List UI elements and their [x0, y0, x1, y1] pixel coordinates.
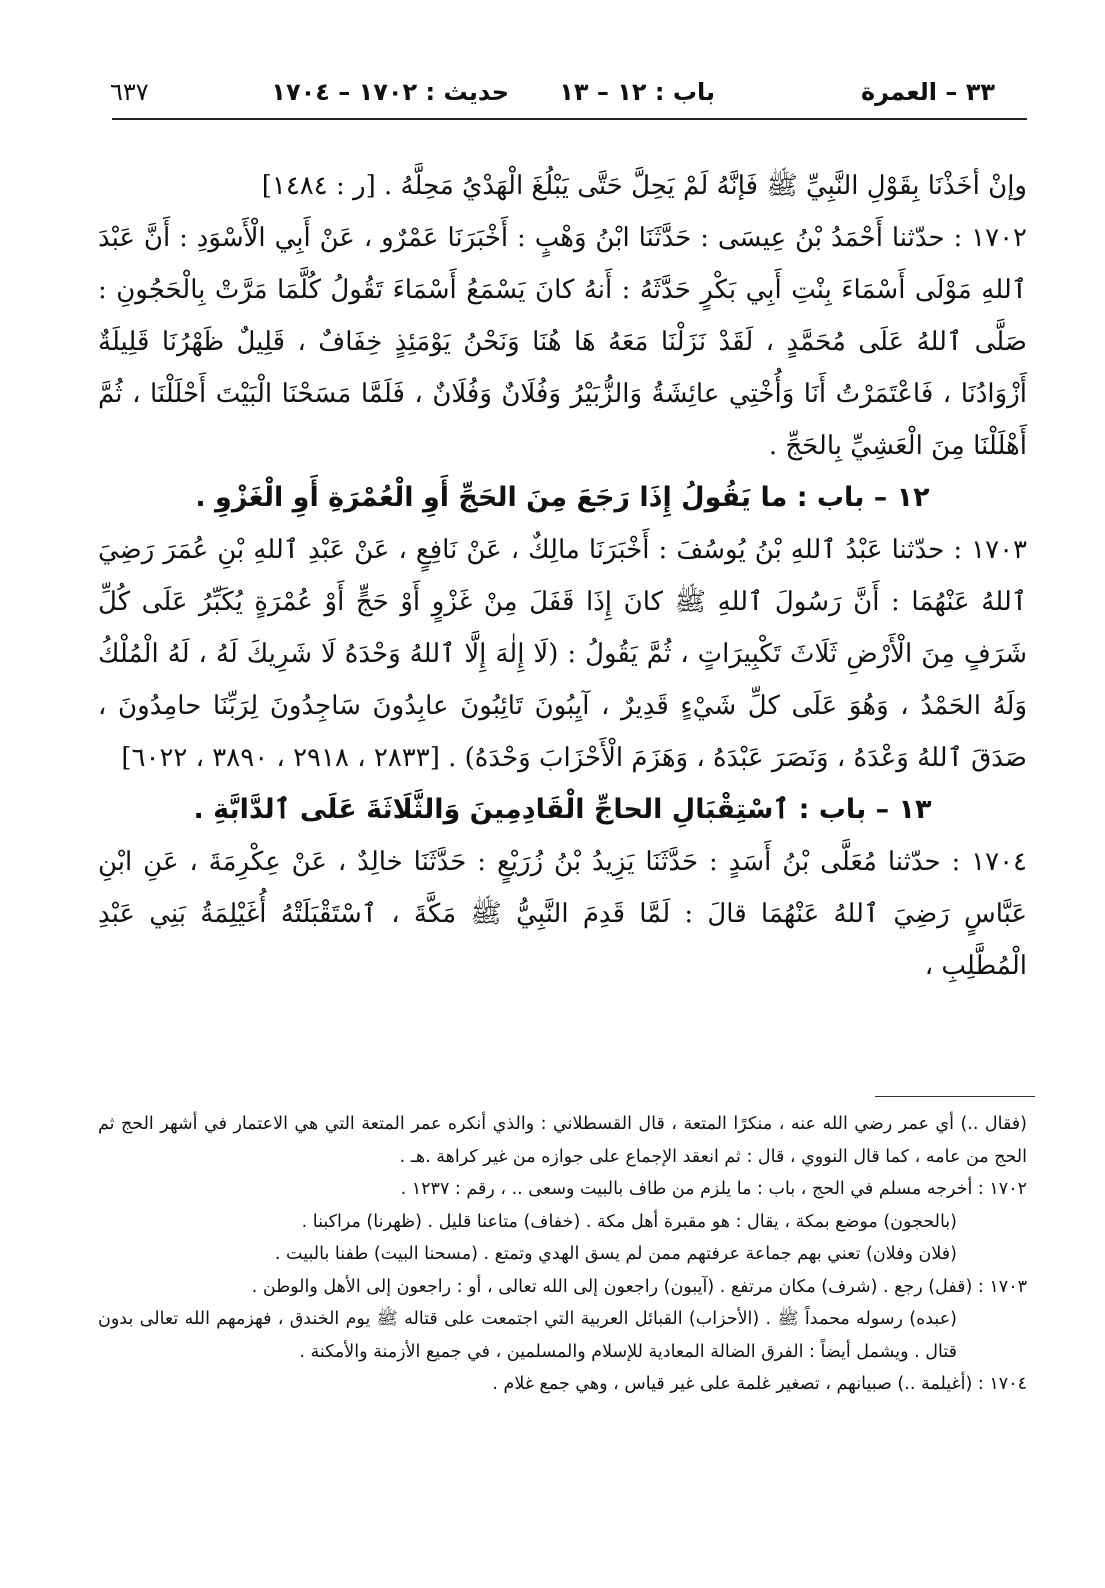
bab-13-heading: ١٣ – باب : ٱسْتِقْبَالِ الحاجِّ الْقَادِمِينَ وَالثَّلَاثَةَ عَلَى ٱلدَّابَّةِ .	[193, 794, 932, 825]
hadith-range: حديث : ١٧٠٢ – ١٧٠٤	[271, 78, 510, 106]
footnote-item: ١٧٠٤ : (أغيلمة ..) صبيانهم ، تصغير غلمة على غير قياس ، وهي جمع غلام .	[492, 1374, 1027, 1394]
footnote-divider	[875, 1096, 1035, 1097]
footnotes	[98, 1108, 1027, 1401]
header-divider	[112, 118, 1027, 120]
footnote-item: ١٧٠٣ : (قفل) رجع . (شرف) مكان مرتفع . (آيبون) راجعون إلى الله تعالى ، أو : راجعون إلى الأهل والوطن .	[251, 1276, 1027, 1297]
chapter-title: ٣٣ – العمرة	[861, 78, 995, 106]
bab-range: باب : ١٢ – ١٣	[559, 78, 715, 106]
footnote-item: (فقال ..) أي عمر رضي الله عنه ، منكرًا المتعة ، قال القسطلاني : والذي أنكره عمر المتعة التي هي الاعتمار في أشهر الحج ثم الحج من عامه ، كما قال النووي ، قال : ثم انعقد الإجماع على جوازه من غير كراهة .هـ .	[98, 1114, 1027, 1167]
footnote-item: ١٧٠٢ : أخرجه مسلم في الحج ، باب : ما يلزم من طاف بالبيت وسعى .. ، رقم : ١٢٣٧ .	[400, 1179, 1027, 1199]
page-number: ٦٣٧	[110, 78, 149, 106]
main-text	[98, 160, 1027, 992]
bab-12-heading: ١٢ – باب : ما يَقُولُ إِذَا رَجَعَ مِنَ الحَجِّ أَوِ الْعُمْرَةِ أَوِ الْغَزْوِ .	[195, 482, 930, 513]
footnote-item: (عبده) رسوله محمداً ﷺ . (الأحزاب) القبائل العربية التي اجتمعت على قتاله ﷺ يوم الخندق ، فهزمهم الله تعالى بدون قتال . ويشمل أيضاً : الفرق الضالة المعادية للإسلام والمسلمين ، في جميع الأزمنة والأمكنة .	[98, 1309, 957, 1362]
continuation-line: وإنْ أخَذْنَا بِقَوْلِ النَّبِيِّ ﷺ فَإنَّهُ لَمْ يَحِلَّ حَتَّى يَبْلُغَ الْهَدْيُ مَحِلَّهُ . [ر : ١٤٨٤]	[261, 171, 1027, 201]
hadith-1704: ١٧٠٤ : حدّثنا مُعَلَّى بْنُ أَسَدٍ : حَدَّثَنَا يَزِيدُ بْنُ زُرَيْعٍ : حَدَّثَنَا خالِدٌ ، عَنْ عِكْرِمَةَ ، عَنِ ابْنِ عَبَّاسٍ رَضِيَ ٱللهُ عَنْهُمَا قالَ : لَمَّا قَدِمَ النَّبِيُّ ﷺ مَكَّةَ ، ٱسْتَقْبَلَتْهُ أُغَيْلِمَةُ بَنِي عَبْدِ الْمُطَّلِبِ ،	[98, 847, 1027, 981]
footnote-item: (بالحجون) موضع بمكة ، يقال : هو مقبرة أهل مكة . (خفاف) متاعنا قليل . (ظهرنا) مراكبنا .	[301, 1211, 957, 1232]
running-header	[110, 72, 995, 118]
header-ranges	[271, 78, 715, 106]
hadith-1702: ١٧٠٢ : حدّثنا أَحْمَدُ بْنُ عِيسَى : حَدَّثَنَا ابْنُ وَهْبٍ : أَخْبَرَنَا عَمْرٌو ، عَنْ أَبِي الْأَسْوَدِ : أَنَّ عَبْدَ ٱللهِ مَوْلَى أَسْمَاءَ بِنْتِ أَبِي بَكْرٍ حَدَّثَهُ : أَنهُ كانَ يَسْمَعُ أَسْمَاءَ تَقُولُ كُلَّمَا مَرَّتْ بِالْحَجُونِ : صَلَّى ٱللهُ عَلَى مُحَمَّدٍ ، لَقَدْ نَزَلْنَا مَعَهُ هَا هُنَا وَنَحْنُ يَوْمَئِذٍ خِفَافٌ ، قَلِيلٌ ظَهْرُنَا قَلِيلَةٌ أَزْوَادُنَا ، فَاعْتَمَرْتُ أَنَا وَأُخْتِي عائِشَةُ وَالزُّبَيْرُ وَفُلَانٌ وَفُلَانٌ ، فَلَمَّا مَسَحْنَا الْبَيْتَ أَحْلَلْنَا ، ثُمَّ أَهْلَلْنَا مِنَ الْعَشِيِّ بِالحَجِّ .	[98, 223, 1027, 461]
hadith-1703: ١٧٠٣ : حدّثنا عَبْدُ ٱللهِ بْنُ يُوسُفَ : أَخْبَرَنَا مالِكٌ ، عَنْ نَافِعٍ ، عَنْ عَبْدِ ٱللهِ بْنِ عُمَرَ رَضِيَ ٱللهُ عَنْهُمَا : أَنَّ رَسُولَ ٱللهِ ﷺ كانَ إِذَا قَفَلَ مِنْ غَزْوٍ أَوْ حَجٍّ أَوْ عُمْرَةٍ يُكَبِّرُ عَلَى كُلِّ شَرَفٍ مِنَ الْأَرْضِ ثَلَاثَ تَكْبِيرَاتٍ ، ثُمَّ يَقُولُ : (لَا إِلٰهَ إِلَّا ٱللهُ وَحْدَهُ لَا شَرِيكَ لَهُ ، لَهُ الْمُلْكُ وَلَهُ الحَمْدُ ، وَهُوَ عَلَى كلِّ شَيْءٍ قَدِيرٌ ، آيِبُونَ تَائِبُونَ عابِدُونَ سَاجِدُونَ لِرَبِّنَا حامِدُونَ ، صَدَقَ ٱللهُ وَعْدَهُ ، وَنَصَرَ عَبْدَهُ ، وَهَزَمَ الْأَحْزَابَ وَحْدَهُ) . [٢٨٣٣ ، ٢٩١٨ ، ٣٨٩٠ ، ٦٠٢٢]	[98, 535, 1027, 773]
footnote-item: (فلان وفلان) تعني بهم جماعة عرفتهم ممن لم يسق الهدي وتمتع . (مسحنا البيت) طفنا بالبيت .	[274, 1244, 957, 1264]
